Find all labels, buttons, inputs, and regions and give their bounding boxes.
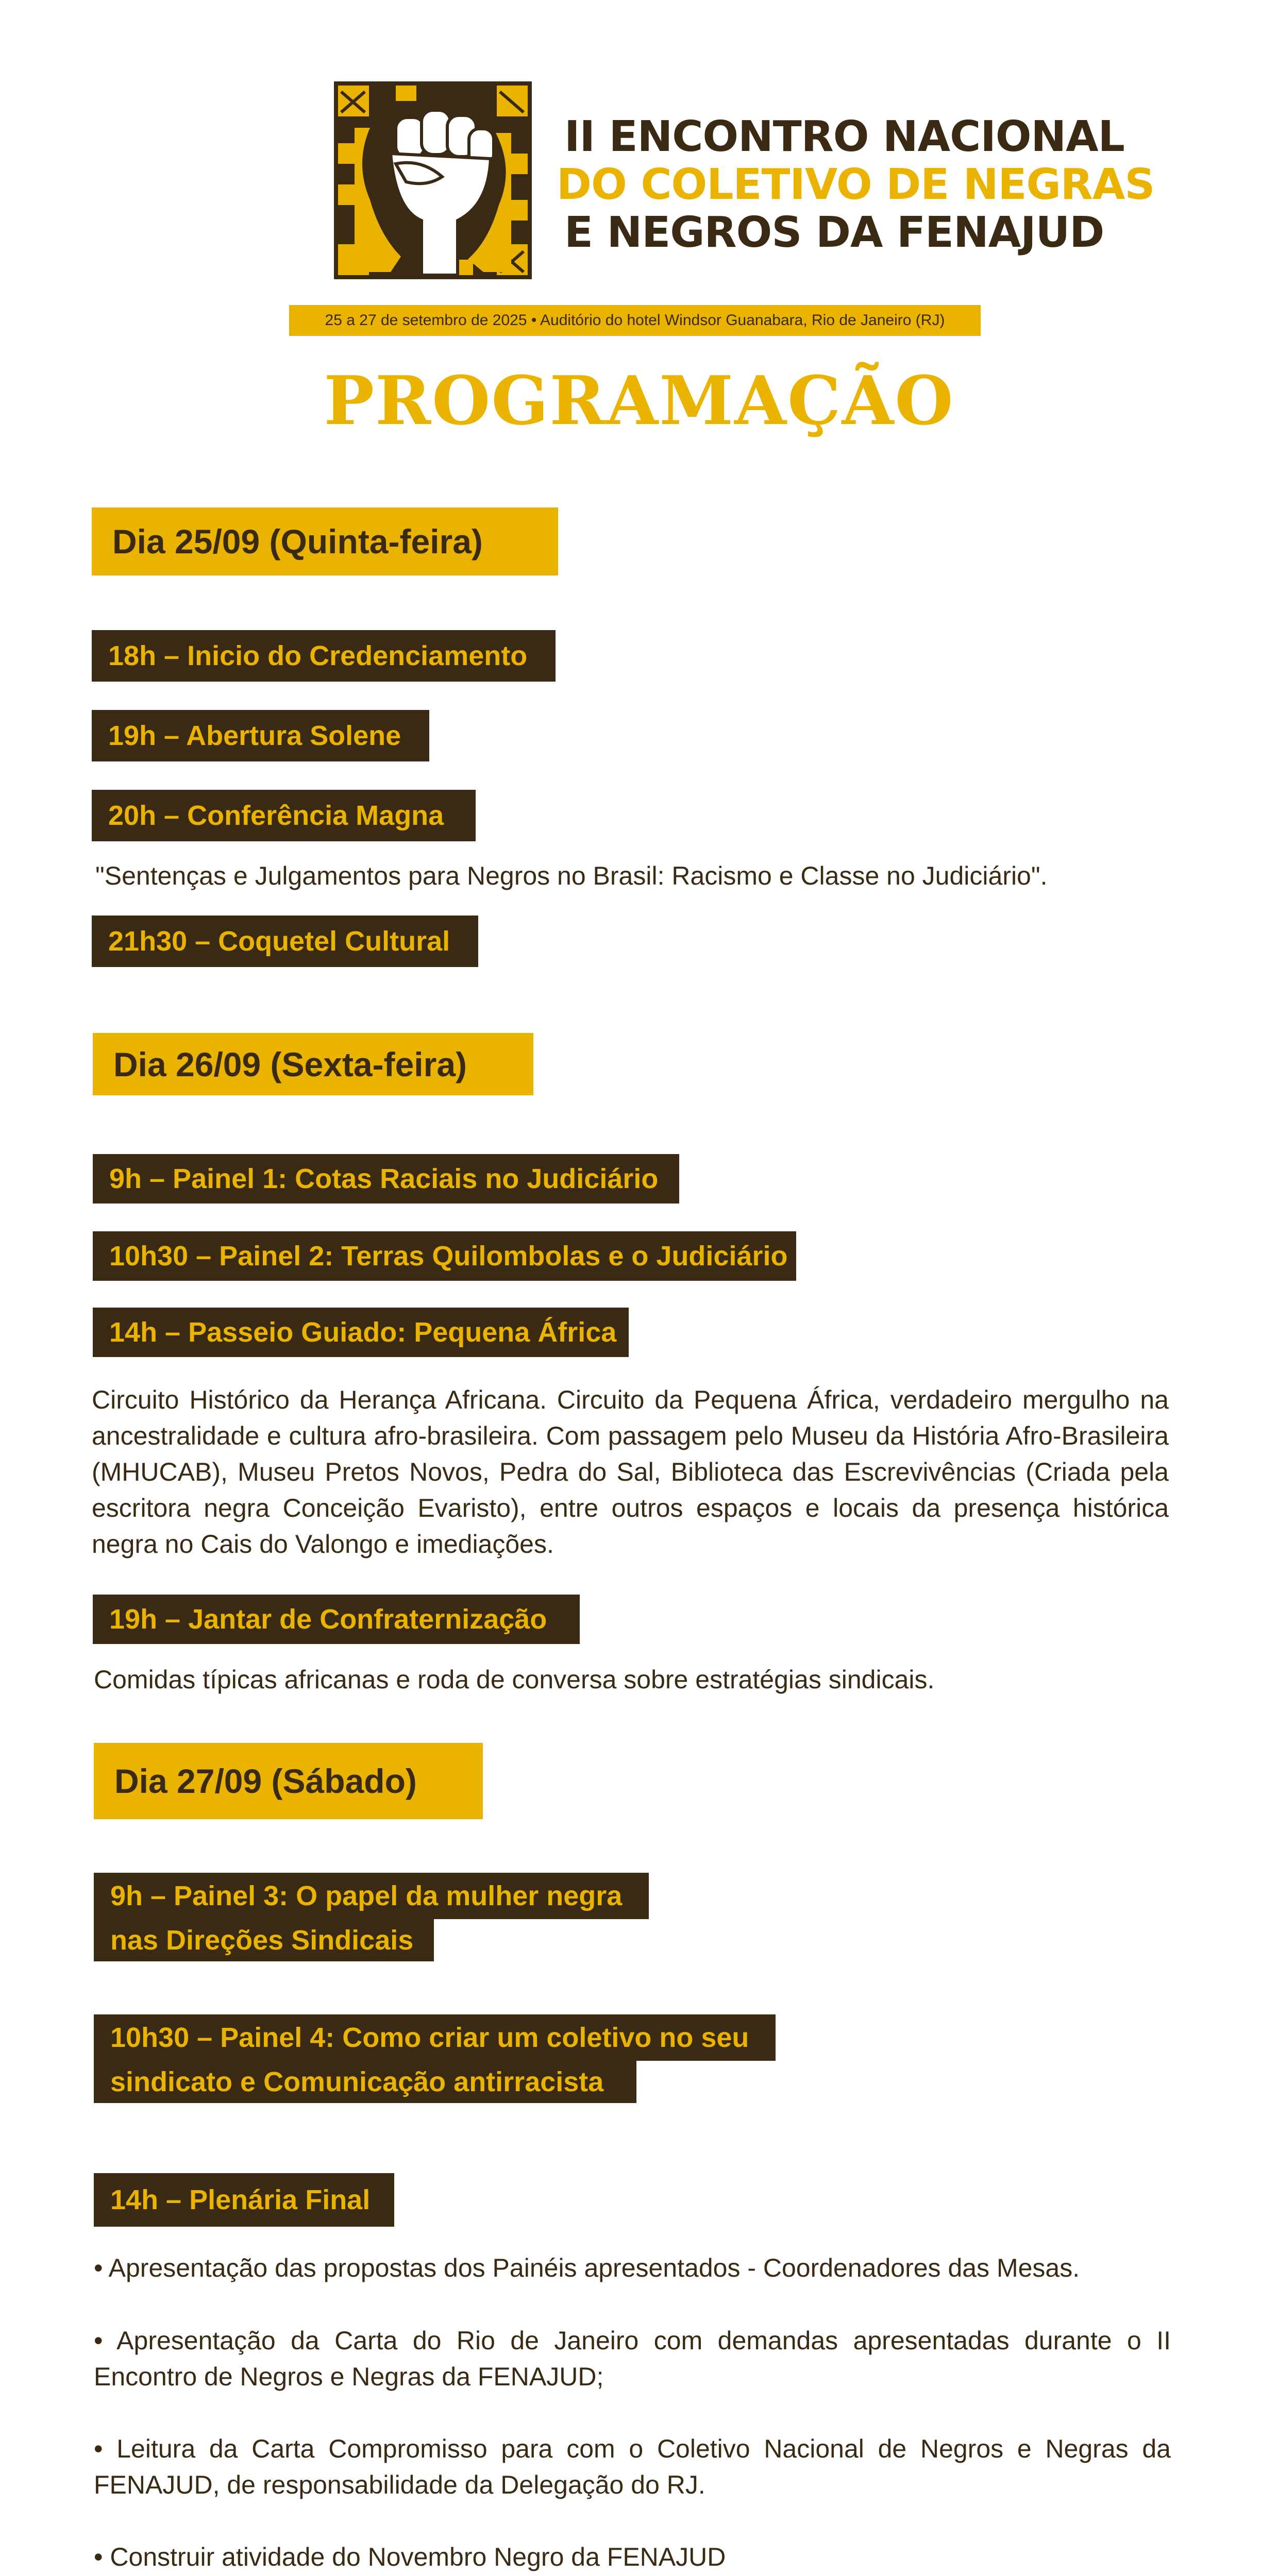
event-bar: 14h – Plenária Final	[94, 2173, 394, 2227]
event-bar: 20h – Conferência Magna	[92, 790, 476, 841]
event-description: Comidas típicas africanas e roda de conversa sobre estratégias sindicais.	[94, 1665, 935, 1694]
event-bar: 9h – Painel 1: Cotas Raciais no Judiciário	[93, 1154, 679, 1204]
day-header-3: Dia 27/09 (Sábado)	[94, 1743, 483, 1819]
event-bar: 19h – Abertura Solene	[92, 710, 429, 761]
event-title-line-2: DO COLETIVO DE NEGRAS	[557, 160, 1155, 209]
bullet-item: • Leitura da Carta Compromisso para com o Coletivo Nacional de Negros e Negras da FENAJUD, de responsabilidade da Delegação do RJ.	[94, 2434, 1171, 2499]
bullet-item: • Construir atividade do Novembro Negro da FENAJUD	[94, 2543, 726, 2571]
event-bar: 21h30 – Coquetel Cultural	[92, 916, 478, 967]
event-bar-line-2: sindicato e Comunicação antirracista	[94, 2061, 636, 2103]
event-bar-line-1: 10h30 – Painel 4: Como criar um coletivo no seu	[94, 2014, 776, 2061]
event-bar: 18h – Inicio do Credenciamento	[92, 630, 556, 682]
program-title: PROGRAMAÇÃO	[324, 361, 954, 440]
bullet-item: • Apresentação da Carta do Rio de Janeiro com demandas apresentadas durante o II Encontro de Negros e Negras da FENAJUD;	[94, 2326, 1171, 2391]
event-description: "Sentenças e Julgamentos para Negros no Brasil: Racismo e Classe no Judiciário".	[95, 861, 1048, 890]
date-location-bar: 25 a 27 de setembro de 2025 • Auditório do hotel Windsor Guanabara, Rio de Janeiro (RJ)	[289, 305, 981, 336]
event-description: Circuito Histórico da Herança Africana. Circuito da Pequena África, verdadeiro mergulho na ancestralidade e cultura afro-brasileira. Com passagem pelo Museu da História Afro-Brasileira (MHUCAB), Museu Pretos Novos, Pedra do Sal, Biblioteca das Escrevivências (Criada pela escritora negra Conceição Evaristo), entre outros espaços e locais da presença histórica negra no Cais do Valongo e imediações.	[92, 1385, 1169, 1558]
event-bar-line-1: 9h – Painel 3: O papel da mulher negra	[94, 1873, 649, 1919]
fist-logo	[334, 81, 532, 279]
event-bar: 10h30 – Painel 2: Terras Quilombolas e o Judiciário	[93, 1231, 796, 1281]
event-title-line-1: II ENCONTRO NACIONAL	[564, 112, 1124, 161]
day-header-2: Dia 26/09 (Sexta-feira)	[93, 1033, 533, 1095]
day-header-1: Dia 25/09 (Quinta-feira)	[92, 507, 558, 575]
event-title-line-3: E NEGROS DA FENAJUD	[564, 208, 1104, 257]
event-bar: 14h – Passeio Guiado: Pequena África	[93, 1308, 629, 1357]
event-bar-line-2: nas Direções Sindicais	[94, 1919, 434, 1961]
bullet-item: • Apresentação das propostas dos Painéis apresentados - Coordenadores das Mesas.	[94, 2253, 1080, 2282]
event-bar: 19h – Jantar de Confraternização	[93, 1595, 580, 1644]
